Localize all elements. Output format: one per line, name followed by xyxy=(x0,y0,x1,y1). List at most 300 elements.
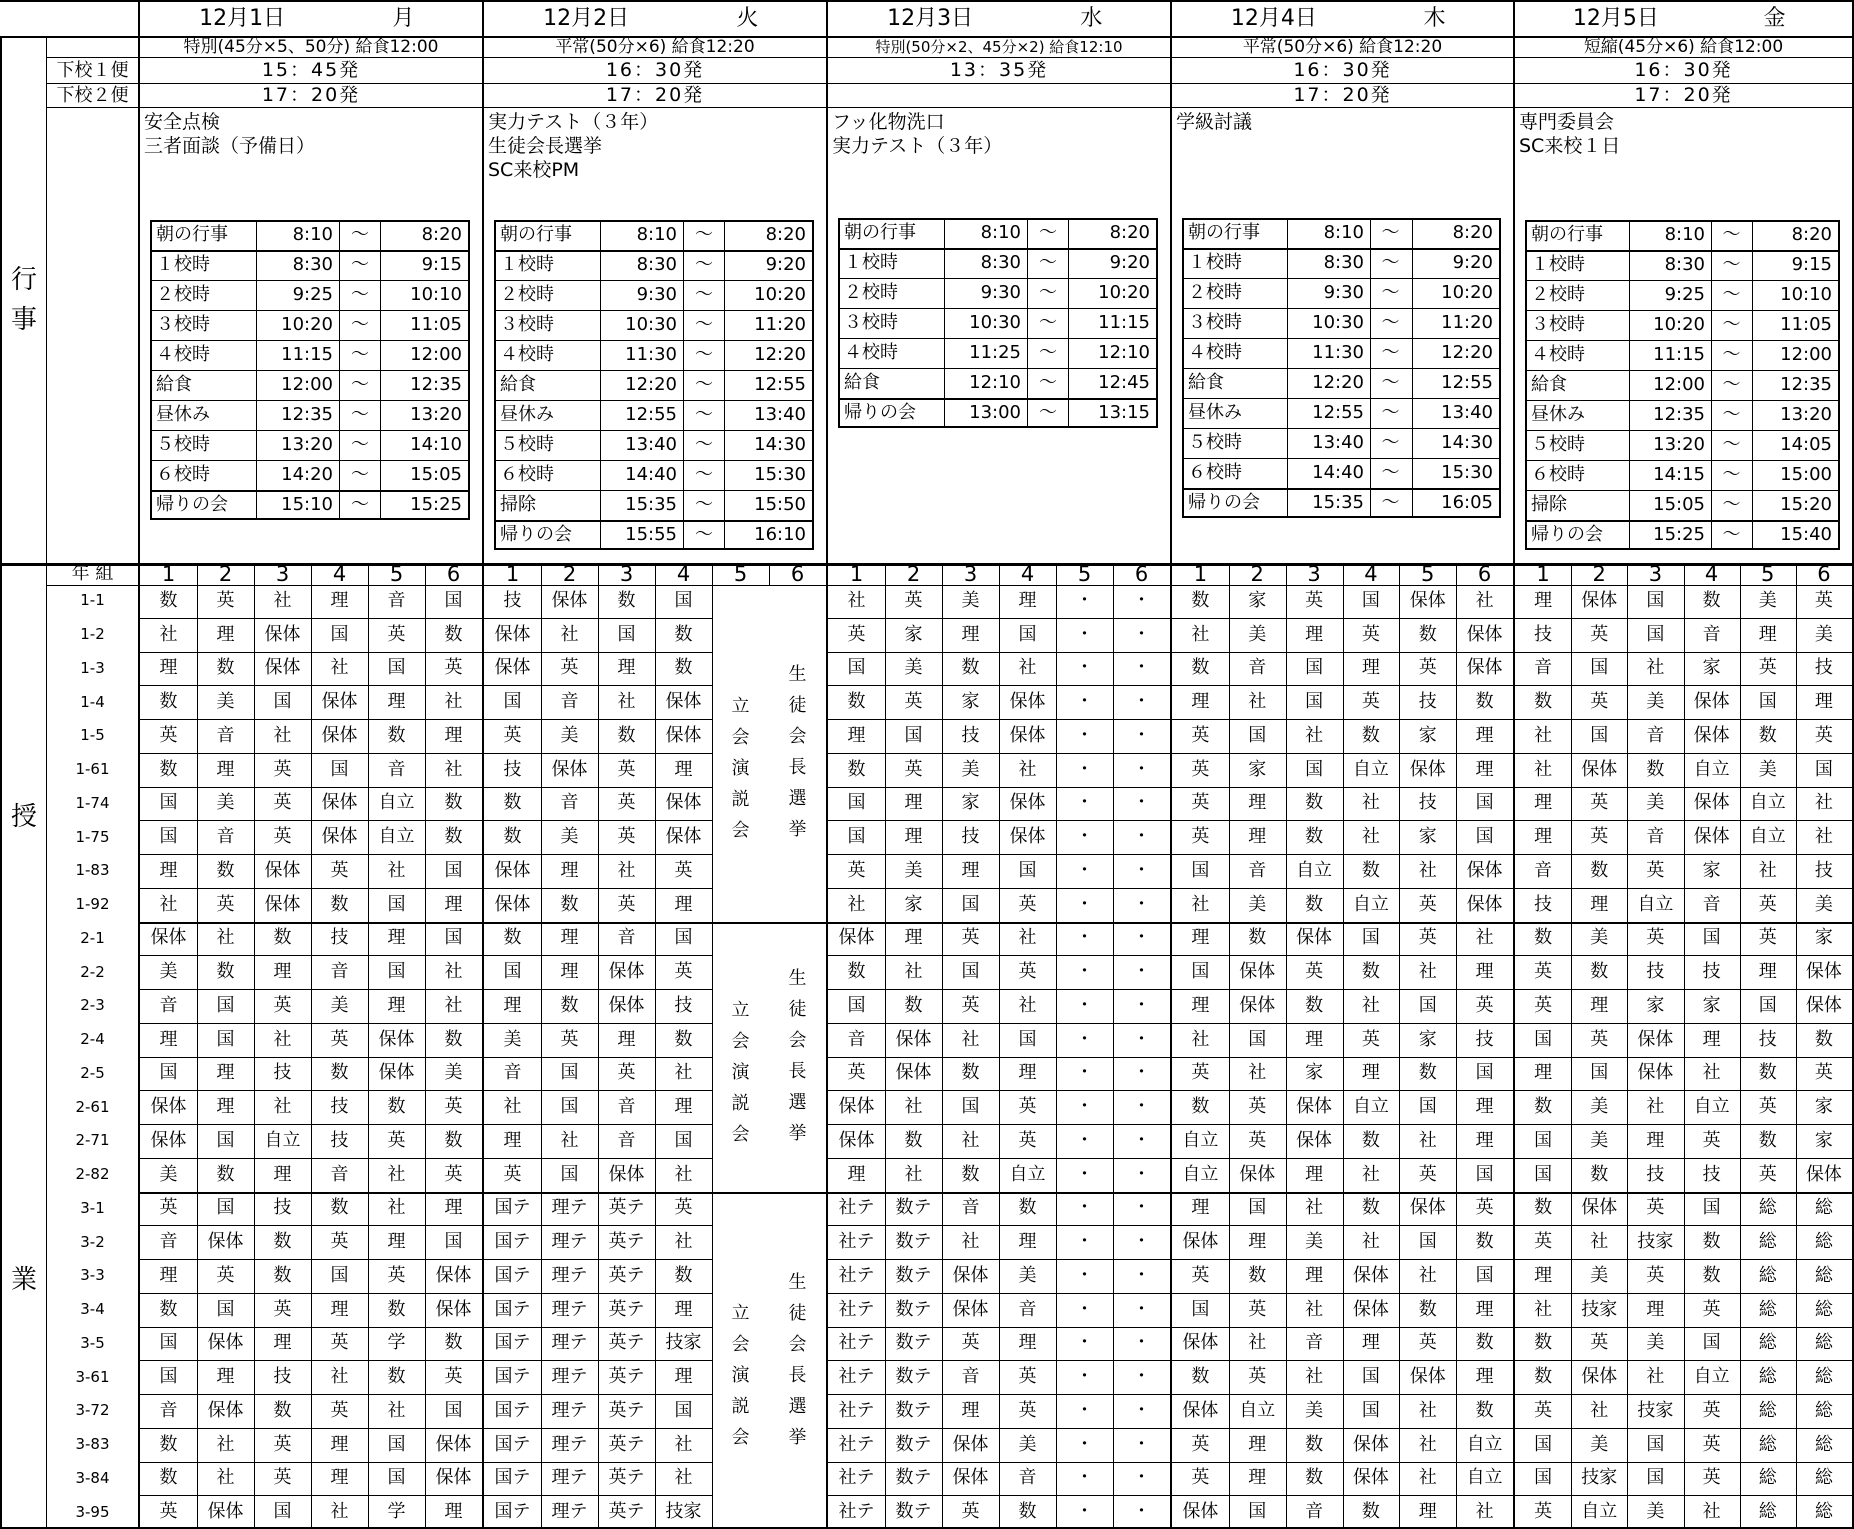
timetable-start: 11:15 xyxy=(281,344,333,365)
period-number: 5 xyxy=(389,561,404,586)
weekday-header: 火 xyxy=(736,6,759,31)
period-number: 2 xyxy=(1592,561,1606,586)
period-column-line xyxy=(885,563,886,585)
lesson-cell: 保体 xyxy=(608,1163,645,1185)
lesson-cell: 国 xyxy=(1475,1163,1494,1185)
lesson-cell: 社テ xyxy=(838,1366,875,1388)
lesson-cell: 保体 xyxy=(1352,1264,1389,1286)
class-label: 3-1 xyxy=(80,1198,105,1217)
timetable-tilde: ～ xyxy=(351,314,369,335)
date-header: 12月2日 xyxy=(543,6,630,31)
lesson-cell: 自立 xyxy=(1693,758,1730,780)
lesson-cell: 理 xyxy=(674,1096,693,1118)
lesson-cell: 数 xyxy=(1361,724,1380,746)
lesson-cell: 英 xyxy=(330,859,349,881)
timetable-period: ３校時 xyxy=(844,312,898,333)
lesson-cell: 英 xyxy=(1191,1433,1210,1455)
special-event-char: 会 xyxy=(731,819,750,841)
timetable-end: 13:15 xyxy=(1098,402,1150,423)
lesson-cell: ・ xyxy=(1075,1298,1094,1320)
timetable-end: 13:40 xyxy=(1441,402,1493,423)
timetable-period: 帰りの会 xyxy=(844,402,916,423)
timetable-start: 11:15 xyxy=(1653,344,1705,365)
lesson-cell: 国 xyxy=(1475,1062,1494,1084)
lesson-cell: 国 xyxy=(330,758,349,780)
class-label: 3-95 xyxy=(75,1502,110,1521)
timetable-tilde: ～ xyxy=(695,254,713,275)
lesson-cell: 英 xyxy=(1248,1366,1267,1388)
lesson-cell: 保体 xyxy=(952,1433,989,1455)
lesson-cell: 英 xyxy=(1305,961,1324,983)
lesson-cell: ・ xyxy=(1075,994,1094,1016)
lesson-cell: 保体 xyxy=(608,961,645,983)
lesson-cell: 社 xyxy=(387,1163,406,1185)
class-label: 3-4 xyxy=(80,1300,105,1319)
special-event-char: 立 xyxy=(731,999,750,1021)
timetable-tilde: ～ xyxy=(1722,464,1741,485)
special-event-char: 徒 xyxy=(788,695,807,717)
timetable-tilde: ～ xyxy=(695,284,713,305)
lesson-cell: 理 xyxy=(159,657,178,679)
lesson-cell: 社 xyxy=(273,724,292,746)
lesson-cell: 国 xyxy=(847,994,866,1016)
timetable-end: 10:20 xyxy=(1441,282,1493,303)
lesson-cell: 社 xyxy=(904,1096,923,1118)
timetable-start: 8:30 xyxy=(1664,254,1705,275)
lesson-cell: 数 xyxy=(1305,826,1324,848)
lesson-cell: 社テ xyxy=(838,1467,875,1489)
lesson-cell: ・ xyxy=(1132,994,1151,1016)
timetable-end: 12:35 xyxy=(1780,374,1832,395)
lesson-cell: 英 xyxy=(1590,623,1609,645)
lesson-cell: 英 xyxy=(1590,792,1609,814)
lesson-cell: 数 xyxy=(1534,1332,1553,1354)
lesson-cell: 国テ xyxy=(494,1467,531,1489)
lesson-cell: 理テ xyxy=(551,1332,588,1354)
lesson-cell: ・ xyxy=(1075,927,1094,949)
lesson-cell: 英 xyxy=(1590,1028,1609,1050)
lesson-cell: 英 xyxy=(1702,1433,1721,1455)
timetable-period: 給食 xyxy=(844,372,880,393)
timetable-tilde: ～ xyxy=(351,464,369,485)
lesson-cell: 英 xyxy=(330,1332,349,1354)
grade-class-label: 年 組 xyxy=(71,563,114,584)
lesson-cell: 社 xyxy=(617,859,636,881)
timetable-period: 給食 xyxy=(156,374,192,395)
timetable-start: 10:20 xyxy=(1653,314,1705,335)
lesson-cell: 英 xyxy=(904,758,923,780)
lesson-cell: 社 xyxy=(1702,1501,1721,1523)
lesson-cell: ・ xyxy=(1132,1366,1151,1388)
class-label: 1-1 xyxy=(80,591,105,610)
lesson-cell: 英 xyxy=(1758,893,1777,915)
lesson-cell: 保体 xyxy=(321,826,358,848)
timetable-end: 12:00 xyxy=(1780,344,1832,365)
period-number: 1 xyxy=(1193,561,1208,586)
lesson-cell: 英 xyxy=(1702,1298,1721,1320)
lesson-cell: 英テ xyxy=(608,1467,645,1489)
timetable-start: 12:00 xyxy=(281,374,333,395)
timetable-period: 昼休み xyxy=(156,404,210,425)
timetable-end: 9:20 xyxy=(1109,252,1150,273)
lesson-cell: 数 xyxy=(503,927,522,949)
lesson-cell: 音 xyxy=(1646,724,1665,746)
special-event-char: 会 xyxy=(731,1030,750,1052)
class-label: 1-74 xyxy=(75,793,110,812)
lesson-cell: 保体 xyxy=(1009,691,1046,713)
lesson-cell: 理 xyxy=(1534,1062,1553,1084)
lesson-cell: 英 xyxy=(1191,724,1210,746)
timetable-tilde: ～ xyxy=(695,344,713,365)
bus1-time: 16：30発 xyxy=(1634,59,1733,81)
lesson-cell: 社 xyxy=(216,1467,235,1489)
lesson-cell: 理 xyxy=(1534,1264,1553,1286)
timetable-start: 12:35 xyxy=(281,404,333,425)
lesson-cell: 音 xyxy=(617,1129,636,1151)
lesson-cell: 総 xyxy=(1758,1298,1777,1320)
lesson-cell: 自立 xyxy=(1182,1129,1219,1151)
lesson-cell: 英テ xyxy=(608,1399,645,1421)
lesson-cell: 技 xyxy=(1534,623,1553,645)
lesson-cell: 数 xyxy=(1305,792,1324,814)
lesson-cell: 国 xyxy=(560,1062,579,1084)
lesson-cell: 保体 xyxy=(838,1129,875,1151)
lesson-cell: 社 xyxy=(560,1129,579,1151)
lesson-cell: 国 xyxy=(1361,1366,1380,1388)
lesson-cell: 理 xyxy=(273,1332,292,1354)
lesson-cell: 理 xyxy=(1305,1264,1324,1286)
lesson-cell: ・ xyxy=(1132,927,1151,949)
lesson-cell: 理テ xyxy=(551,1399,588,1421)
lesson-cell: 理 xyxy=(904,826,923,848)
lesson-cell: 理 xyxy=(674,1298,693,1320)
lesson-cell: 音 xyxy=(1248,859,1267,881)
lesson-cell: 社 xyxy=(1814,792,1833,814)
lesson-cell: 英 xyxy=(273,758,292,780)
timetable-period: 掃除 xyxy=(1531,494,1567,515)
lesson-cell: 総 xyxy=(1758,1467,1777,1489)
lesson-cell: 総 xyxy=(1814,1399,1833,1421)
class-label: 2-4 xyxy=(80,1030,105,1049)
lesson-cell: 国 xyxy=(330,1264,349,1286)
lesson-cell: 英 xyxy=(503,724,522,746)
lesson-cell: 保体 xyxy=(1182,1501,1219,1523)
timetable-tilde: ～ xyxy=(1722,374,1741,395)
lesson-cell: 家 xyxy=(961,792,980,814)
bus1-label: 下校１便 xyxy=(56,59,129,81)
lesson-cell: 総 xyxy=(1758,1332,1777,1354)
timetable-period: １校時 xyxy=(844,252,898,273)
lesson-cell: 社 xyxy=(1534,758,1553,780)
lesson-cell: 英 xyxy=(273,1298,292,1320)
lesson-cell: 保体 xyxy=(1409,1197,1446,1219)
lesson-cell: 英 xyxy=(1534,1399,1553,1421)
lesson-cell: 数 xyxy=(1702,1264,1721,1286)
lesson-cell: 英 xyxy=(1758,657,1777,679)
lesson-cell: 保体 xyxy=(494,623,531,645)
bus2-label: 下校２便 xyxy=(56,84,129,106)
special-event-char: 会 xyxy=(731,1123,750,1145)
timetable-tilde: ～ xyxy=(695,374,713,395)
lesson-cell: 英 xyxy=(1758,927,1777,949)
lesson-cell: 家 xyxy=(1418,1028,1437,1050)
lesson-cell: 国テ xyxy=(494,1366,531,1388)
lesson-cell: 社 xyxy=(1305,724,1324,746)
event-item: SC来校１日 xyxy=(1519,134,1621,157)
timetable-start: 15:25 xyxy=(1653,524,1705,545)
classes-label: 業 xyxy=(10,1265,37,1295)
lesson-cell: 数 xyxy=(847,691,866,713)
lesson-cell: ・ xyxy=(1132,1501,1151,1523)
lesson-cell: 英 xyxy=(1646,1197,1665,1219)
lesson-cell: 音 xyxy=(503,1062,522,1084)
lesson-cell: 理 xyxy=(1248,792,1267,814)
lesson-cell: 数 xyxy=(1702,589,1721,611)
lesson-cell: 理 xyxy=(503,994,522,1016)
period-column-line xyxy=(1113,563,1114,585)
lesson-cell: 英 xyxy=(1534,1231,1553,1253)
lesson-cell: 社 xyxy=(961,1231,980,1253)
timetable-start: 13:00 xyxy=(969,402,1021,423)
lesson-cell: ・ xyxy=(1075,724,1094,746)
timetable-start: 9:25 xyxy=(292,284,333,305)
lesson-cell: 音 xyxy=(159,1231,178,1253)
lesson-cell: 国 xyxy=(1248,1501,1267,1523)
lesson-cell: ・ xyxy=(1075,961,1094,983)
lesson-cell: ・ xyxy=(1075,1501,1094,1523)
lesson-cell: 国 xyxy=(847,826,866,848)
event-item: 学級討議 xyxy=(1176,110,1253,133)
lesson-cell: 国 xyxy=(216,1197,235,1219)
lesson-cell: 国 xyxy=(1475,792,1494,814)
lesson-cell: 国 xyxy=(1018,859,1037,881)
lesson-cell: 英 xyxy=(1590,691,1609,713)
timetable-start: 15:05 xyxy=(1653,494,1705,515)
lesson-cell: 数 xyxy=(1475,1231,1494,1253)
lesson-cell: 美 xyxy=(444,1062,463,1084)
period-number: 5 xyxy=(1421,561,1435,586)
lesson-cell: 家 xyxy=(1305,1062,1324,1084)
lesson-cell: 国テ xyxy=(494,1231,531,1253)
lesson-cell: 保体 xyxy=(1693,826,1730,848)
lesson-cell: 英 xyxy=(560,1028,579,1050)
special-event-char: 立 xyxy=(731,695,750,717)
lesson-cell: 技家 xyxy=(665,1332,702,1354)
lesson-cell: 家 xyxy=(1814,927,1833,949)
lesson-cell: 社 xyxy=(674,1433,693,1455)
lesson-cell: ・ xyxy=(1075,1062,1094,1084)
lesson-cell: 理 xyxy=(1534,792,1553,814)
lesson-cell: 国テ xyxy=(494,1332,531,1354)
timetable-tilde: ～ xyxy=(351,284,369,305)
timetable-end: 10:10 xyxy=(410,284,462,305)
lesson-cell: 美 xyxy=(1590,1129,1609,1151)
lesson-cell: 数テ xyxy=(895,1298,932,1320)
lesson-cell: 保体 xyxy=(1182,1231,1219,1253)
lesson-cell: 総 xyxy=(1758,1197,1777,1219)
lesson-cell: 数 xyxy=(273,1231,292,1253)
lesson-cell: 保体 xyxy=(1581,1366,1618,1388)
lesson-cell: ・ xyxy=(1132,1163,1151,1185)
timetable-tilde: ～ xyxy=(1722,224,1741,245)
lesson-cell: 保体 xyxy=(1466,893,1503,915)
lesson-cell: 数 xyxy=(1534,691,1553,713)
lesson-cell: 英 xyxy=(444,1366,463,1388)
lesson-cell: 理テ xyxy=(551,1231,588,1253)
weekday-header: 金 xyxy=(1763,6,1786,31)
timetable-tilde: ～ xyxy=(695,224,713,245)
lesson-cell: ・ xyxy=(1132,1197,1151,1219)
class-label: 1-5 xyxy=(80,726,105,745)
timetable-start: 12:55 xyxy=(625,404,677,425)
event-item: 安全点検 xyxy=(144,110,221,133)
timetable-end: 15:25 xyxy=(410,494,462,515)
timetable-period: ４校時 xyxy=(844,342,898,363)
timetable-start: 12:20 xyxy=(1312,372,1364,393)
lesson-cell: 社テ xyxy=(838,1332,875,1354)
special-event-char: 選 xyxy=(788,788,807,810)
lesson-cell: 理 xyxy=(444,724,463,746)
lesson-cell: 理 xyxy=(1191,994,1210,1016)
lesson-cell: 自立 xyxy=(1352,893,1389,915)
lesson-cell: 音 xyxy=(1305,1332,1324,1354)
lesson-cell: 数 xyxy=(904,994,923,1016)
timetable-period: １校時 xyxy=(1531,254,1585,275)
lesson-cell: 保体 xyxy=(1409,758,1446,780)
lesson-cell: 家 xyxy=(1702,657,1721,679)
period-number: 4 xyxy=(1364,561,1378,586)
lesson-cell: 国 xyxy=(387,893,406,915)
lesson-cell: 音 xyxy=(1702,623,1721,645)
lesson-cell: 保体 xyxy=(1182,1332,1219,1354)
lesson-cell: 数 xyxy=(1758,1129,1777,1151)
lesson-cell: 数 xyxy=(1534,1366,1553,1388)
lesson-cell: 数 xyxy=(847,758,866,780)
lesson-cell: 数テ xyxy=(895,1332,932,1354)
timetable-tilde: ～ xyxy=(351,374,369,395)
lesson-cell: 保体 xyxy=(665,691,702,713)
lesson-cell: 理 xyxy=(904,927,923,949)
lesson-cell: 英 xyxy=(1018,961,1037,983)
lesson-cell: 数 xyxy=(159,1433,178,1455)
lesson-cell: 技家 xyxy=(1637,1399,1674,1421)
timetable-tilde: ～ xyxy=(1039,342,1057,363)
lesson-cell: ・ xyxy=(1132,758,1151,780)
lesson-cell: 総 xyxy=(1758,1399,1777,1421)
timetable-tilde: ～ xyxy=(1381,462,1400,483)
lesson-cell: 美 xyxy=(216,792,235,814)
timetable-period: １校時 xyxy=(1188,252,1242,273)
lesson-cell: 保体 xyxy=(1693,792,1730,814)
lesson-cell: 数 xyxy=(216,657,235,679)
special-event-char: 長 xyxy=(788,757,807,779)
lesson-cell: ・ xyxy=(1075,1129,1094,1151)
weekday-header: 月 xyxy=(392,6,415,31)
timetable-tilde: ～ xyxy=(1381,222,1400,243)
header-corner-line xyxy=(0,36,138,38)
lesson-cell: 保体 xyxy=(1296,927,1333,949)
lesson-cell: ・ xyxy=(1132,792,1151,814)
lesson-cell: 自立 xyxy=(1239,1399,1276,1421)
timetable-tilde: ～ xyxy=(1722,284,1741,305)
lesson-cell: 英 xyxy=(904,589,923,611)
lesson-cell: 理 xyxy=(1646,1129,1665,1151)
lesson-cell: 保体 xyxy=(435,1298,472,1320)
lesson-cell: ・ xyxy=(1132,826,1151,848)
lesson-cell: 自立 xyxy=(1182,1163,1219,1185)
lesson-cell: 英 xyxy=(560,657,579,679)
lesson-cell: 保体 xyxy=(1581,758,1618,780)
lesson-cell: 保体 xyxy=(1466,623,1503,645)
lesson-cell: 数 xyxy=(961,1062,980,1084)
schedule-type: 特別(45分×5、50分) 給食12:00 xyxy=(183,37,439,57)
period-column-line xyxy=(942,563,943,585)
lesson-cell: 理 xyxy=(1758,623,1777,645)
period-column-line xyxy=(598,563,599,585)
lesson-cell: 英テ xyxy=(608,1332,645,1354)
timetable-tilde: ～ xyxy=(1722,314,1741,335)
lesson-cell: 美 xyxy=(330,994,349,1016)
lesson-cell: 理 xyxy=(387,1231,406,1253)
lesson-cell: 家 xyxy=(1418,724,1437,746)
lesson-cell: 社テ xyxy=(838,1197,875,1219)
lesson-cell: 国 xyxy=(159,1062,178,1084)
lesson-cell: 保体 xyxy=(1805,961,1842,983)
lesson-cell: 社 xyxy=(1590,1231,1609,1253)
lesson-cell: 数 xyxy=(1361,1501,1380,1523)
lesson-cell: 保体 xyxy=(1239,961,1276,983)
lesson-cell: 社 xyxy=(674,1062,693,1084)
lesson-cell: 自立 xyxy=(1296,859,1333,881)
timetable-end: 12:20 xyxy=(754,344,806,365)
special-event-char: 演 xyxy=(731,757,750,779)
lesson-cell: 数 xyxy=(330,1062,349,1084)
lesson-cell: 数 xyxy=(1590,1163,1609,1185)
timetable-period: 帰りの会 xyxy=(1188,492,1260,513)
timetable-period: ２校時 xyxy=(1531,284,1585,305)
period-column-line xyxy=(1571,563,1572,585)
lesson-cell: ・ xyxy=(1075,792,1094,814)
timetable-start: 8:30 xyxy=(636,254,677,275)
event-item: 専門委員会 xyxy=(1519,110,1615,133)
timetable-start: 12:10 xyxy=(969,372,1021,393)
timetable-tilde: ～ xyxy=(695,314,713,335)
lesson-cell: 技 xyxy=(503,589,522,611)
timetable-period: ６校時 xyxy=(500,464,554,485)
label-column-line xyxy=(46,36,47,563)
lesson-cell: 自立 xyxy=(1466,1433,1503,1455)
lesson-cell: 理 xyxy=(1018,1332,1037,1354)
special-event-char: 徒 xyxy=(788,999,807,1020)
special-event-char: 選 xyxy=(788,1092,807,1113)
special-event-char: 演 xyxy=(731,1365,750,1387)
lesson-cell: 英 xyxy=(1361,691,1380,713)
lesson-cell: 数 xyxy=(1418,1298,1437,1320)
lesson-cell: 国 xyxy=(1418,1231,1437,1253)
lesson-cell: 保体 xyxy=(207,1332,244,1354)
lesson-cell: ・ xyxy=(1075,1399,1094,1421)
lesson-cell: 家 xyxy=(1418,826,1437,848)
lesson-cell: 国テ xyxy=(494,1501,531,1523)
timetable-tilde: ～ xyxy=(351,494,369,515)
lesson-cell: 数 xyxy=(560,994,579,1016)
lesson-cell: 音 xyxy=(1534,657,1553,679)
lesson-cell: 数 xyxy=(444,1129,463,1151)
lesson-cell: 理 xyxy=(503,1129,522,1151)
lesson-cell: 社 xyxy=(1305,1298,1324,1320)
lesson-cell: 数 xyxy=(1758,1062,1777,1084)
timetable-tilde: ～ xyxy=(1722,524,1741,545)
